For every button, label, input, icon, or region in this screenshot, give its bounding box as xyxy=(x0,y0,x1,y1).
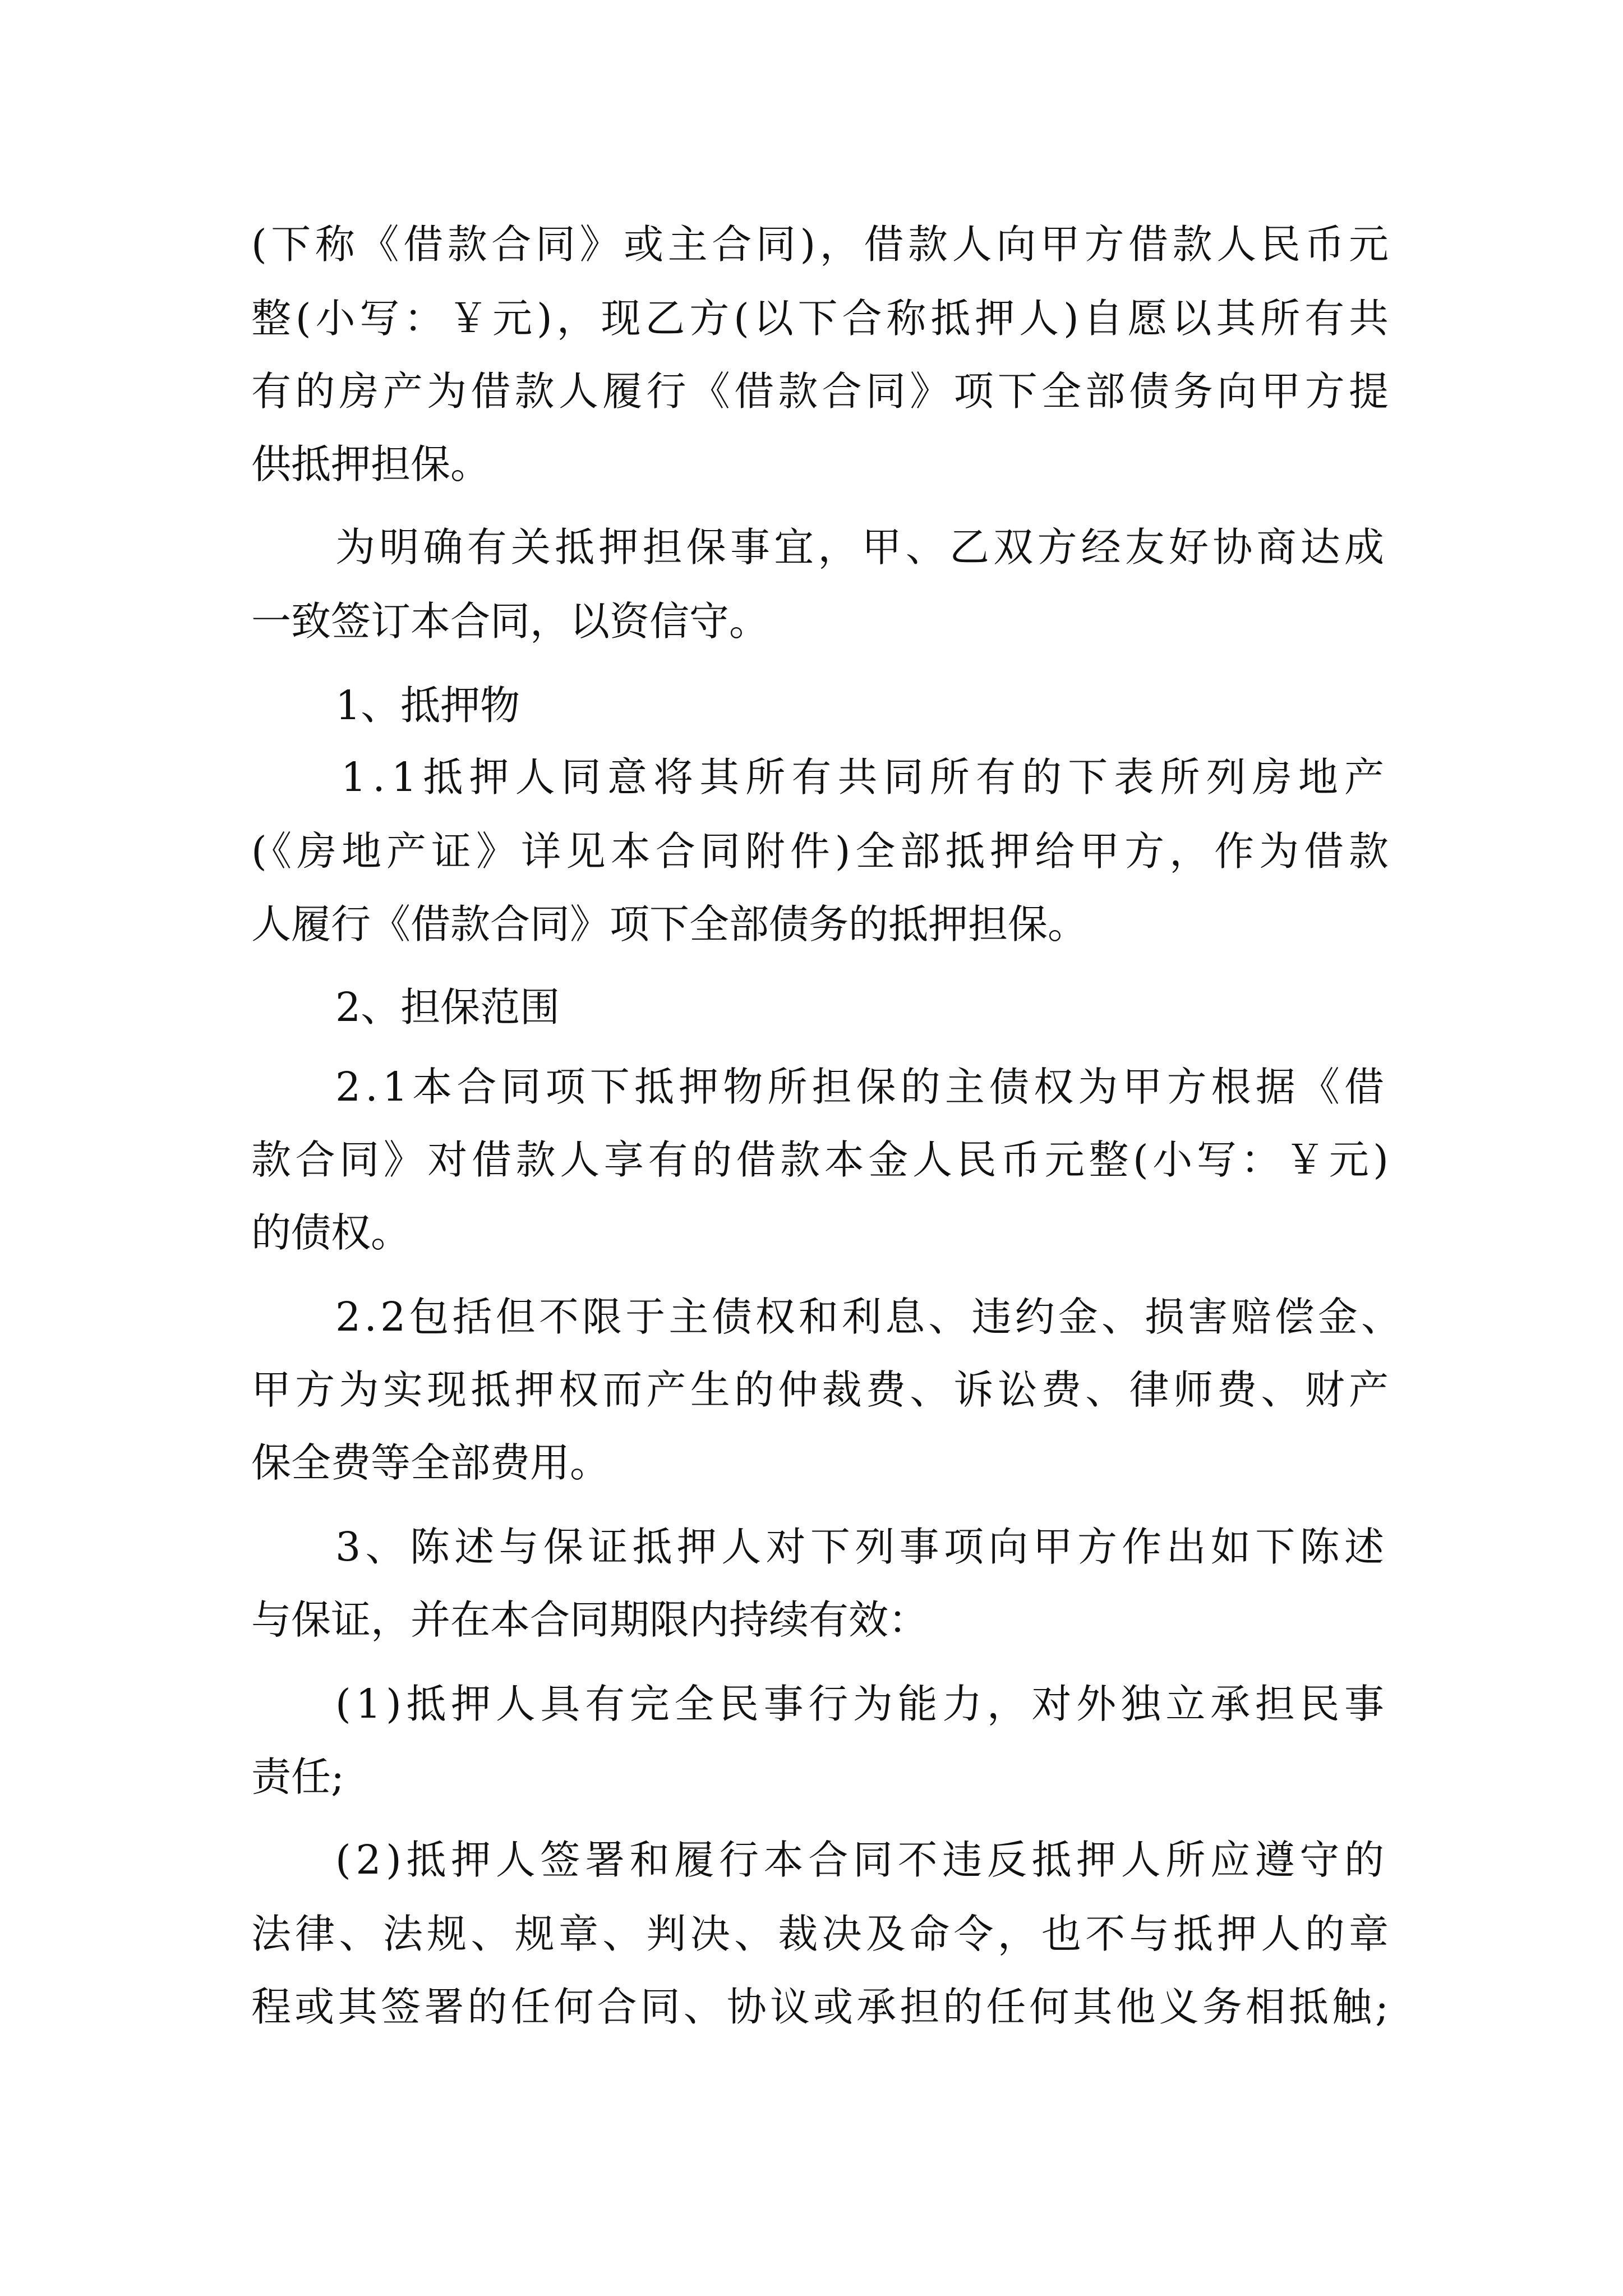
text-line: 为明确有关抵押担保事宜，甲、乙双方经友好协商达成 xyxy=(335,524,1389,570)
text-line: 的债权。 xyxy=(251,1209,411,1256)
text-line: 款合同》对借款人享有的借款本金人民币元整(小写：￥元) xyxy=(251,1137,1393,1183)
text-line: 有的房产为借款人履行《借款合同》项下全部债务向甲方提 xyxy=(251,368,1393,415)
text-line: (2)抵押人签署和履行本合同不违反抵押人所应遵守的 xyxy=(335,1837,1389,1883)
text-line: 供抵押担保。 xyxy=(251,441,491,487)
text-line: 1.1抵押人同意将其所有共同所有的下表所列房地产 xyxy=(341,754,1391,800)
section-heading: 1、抵押物 xyxy=(335,682,520,729)
text-line: 甲方为实现抵押权而产生的仲裁费、诉讼费、律师费、财产 xyxy=(251,1366,1393,1413)
text-line: 2.2包括但不限于主债权和利息、违约金、损害赔偿金、 xyxy=(335,1294,1405,1340)
section-heading: 2、担保范围 xyxy=(335,984,560,1030)
text-line: 人履行《借款合同》项下全部债务的抵押担保。 xyxy=(251,901,1088,947)
text-line: 整(小写：￥元)，现乙方(以下合称抵押人)自愿以其所有共 xyxy=(251,295,1393,342)
text-line: 与保证，并在本合同期限内持续有效： xyxy=(251,1596,929,1643)
text-line: 2.1本合同项下抵押物所担保的主债权为甲方根据《借 xyxy=(335,1064,1389,1110)
text-line: 法律、法规、规章、判决、裁决及命令，也不与抵押人的章 xyxy=(251,1911,1393,1957)
text-line: 保全费等全部费用。 xyxy=(251,1439,610,1486)
text-line: 程或其签署的任何合同、协议或承担的任何其他义务相抵触; xyxy=(251,1984,1393,2030)
text-line: (下称《借款合同》或主合同)，借款人向甲方借款人民币元 xyxy=(251,221,1393,268)
text-line: 一致签订本合同，以资信守。 xyxy=(251,598,769,645)
text-line: 3、陈述与保证抵押人对下列事项向甲方作出如下陈述 xyxy=(335,1524,1389,1570)
text-line: (《房地产证》详见本合同附件)全部抵押给甲方，作为借款 xyxy=(251,828,1394,875)
text-line: (1)抵押人具有完全民事行为能力，对外独立承担民事 xyxy=(335,1681,1389,1727)
text-line: 责任; xyxy=(251,1754,344,1800)
